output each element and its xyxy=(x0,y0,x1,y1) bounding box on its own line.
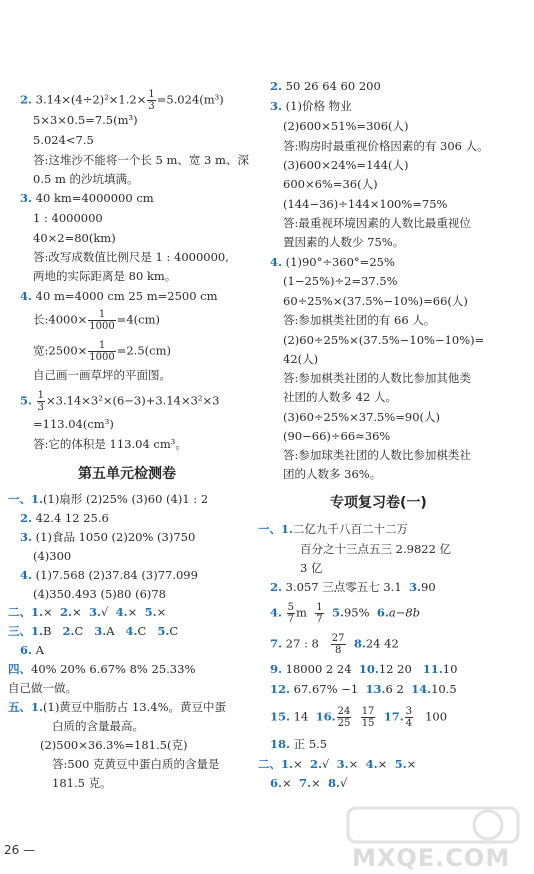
answer-line: 2. 42.4 12 25.6 xyxy=(20,511,109,525)
answer-line: 4. 40 m=4000 cm 25 m=2500 cm xyxy=(20,289,218,303)
fraction: $\frac{5}{7}$ xyxy=(287,602,295,625)
answer-line: 两地的实际距离是 80 km。 xyxy=(33,269,177,283)
answer-line: 答:参加棋类社团的人数比参加其他类 xyxy=(283,371,471,385)
answer-line: 自己做一做。 xyxy=(8,681,77,695)
answer-line: 答:最重视环境因素的人数比最重视位 xyxy=(283,216,471,230)
answer-line: 答:500 克黄豆中蛋白质的含量是 xyxy=(52,757,220,771)
answer-line: (3)600×24%=144(人) xyxy=(283,158,409,172)
watermark-text: MXQE.COM xyxy=(352,844,511,872)
answer-line: 600×6%=36(人) xyxy=(283,177,378,191)
answer-line: 二、1.× 2.√ 3.× 4.× 5.× xyxy=(258,757,417,771)
answer-line: (3)60÷25%×37.5%=90(人) xyxy=(283,410,441,424)
answer-line: 五、1.(1)黄豆中脂肪占 13.4%。黄豆中蛋 xyxy=(8,700,226,714)
section-heading: 专项复习卷(一) xyxy=(330,495,427,511)
fraction: $\frac{17}{15}$ xyxy=(361,706,375,729)
answer-line: 181.5 克。 xyxy=(52,776,112,790)
answer-line: 答:改写成数值比例尺是 1 : 4000000, xyxy=(33,250,229,264)
fraction: $\frac{27}{8}$ xyxy=(331,633,345,656)
answer-line: 0.5 m 的沙坑填满。 xyxy=(33,172,139,186)
answer-line: 2. 3.14×(4÷2)²×1.2× $\frac{1}{3}$ =5.024(m³) xyxy=(20,89,224,112)
answer-line: 百分之十三点五三 2.9822 亿 xyxy=(300,542,452,556)
answer-line: 1 : 4000000 xyxy=(33,211,103,225)
answer-line: 一、1.二亿九千八百二十二万 xyxy=(258,522,409,536)
answer-line: 4. (1)90°÷360°=25% xyxy=(270,255,395,269)
answer-line: 答:参加球类社团的人数比参加棋类社 xyxy=(283,448,471,462)
answer-line: 答:这堆沙不能将一个长 5 m、宽 3 m、深 xyxy=(33,153,249,167)
answer-line: 9. 18000 2 24 10.12 20 11.10 xyxy=(270,662,458,676)
answer-line: 6. A xyxy=(20,643,44,657)
fraction: $\frac{1}{1000}$ xyxy=(89,309,115,332)
answer-line: 7. 27 : 8 $\frac{27}{8}$ 8.24 42 xyxy=(270,633,399,656)
fraction: $\frac{1}{1000}$ xyxy=(89,340,115,363)
answer-line: 3. 40 km=4000000 cm xyxy=(20,191,154,205)
answer-line: 3 亿 xyxy=(300,561,323,575)
answer-line: 15. 14 16. $\frac{24}{25}$ $\frac{17}{15}$ 17. $\frac{3}{4}$ 100 xyxy=(270,706,448,729)
answer-line: (4)300 xyxy=(33,549,72,563)
answer-line: (144−36)÷144×100%=75% xyxy=(283,197,448,211)
answer-line: 自己画一画草坪的平面图。 xyxy=(33,368,171,382)
answer-line: 长:4000× $\frac{1}{1000}$ =4(cm) xyxy=(33,309,161,332)
answer-line: 团的人数多 36%。 xyxy=(283,467,382,481)
answer-line: 3. (1)食品 1050 (2)20% (3)750 xyxy=(20,530,196,544)
answer-line: 5.024<7.5 xyxy=(33,133,94,147)
answer-line: (90−66)÷66≈36% xyxy=(283,429,391,443)
answer-line: 答:购房时最重视价格因素的有 306 人。 xyxy=(283,139,489,153)
fraction: $\frac{24}{25}$ xyxy=(337,706,351,729)
answer-line: 置因素的人数少 75%。 xyxy=(283,235,405,249)
answer-line: 3. (1)价格 物业 xyxy=(270,99,352,113)
answer-line: 5. $\frac{1}{3}$ ×3.14×3²×(6−3)+3.14×3²×3 xyxy=(20,390,220,413)
page-number: 26 — xyxy=(4,843,36,857)
answer-line: (1−25%)÷2=37.5% xyxy=(283,274,398,288)
answer-line: 2. 50 26 64 60 200 xyxy=(270,79,381,93)
answer-line: 二、1.× 2.× 3.√ 4.× 5.× xyxy=(8,605,167,619)
answer-line: 白质的含量最高。 xyxy=(52,719,144,733)
answer-line: (2)600×51%=306(人) xyxy=(283,119,409,133)
answer-line: 四、40% 20% 6.67% 8% 25.33% xyxy=(8,662,196,676)
answer-line: 三、1.B 2.C 3.A 4.C 5.C xyxy=(8,624,179,638)
answer-line: 42(人) xyxy=(283,352,319,366)
answer-line: 5×3×0.5=7.5(m³) xyxy=(33,113,138,127)
answer-line: =113.04(cm³) xyxy=(33,417,114,431)
answer-line: 18. 正 5.5 xyxy=(270,737,328,751)
section-heading: 第五单元检测卷 xyxy=(78,466,176,482)
answer-line: (2)500×36.3%=181.5(克) xyxy=(40,738,188,752)
answer-line: 答:它的体积是 113.04 cm³。 xyxy=(33,437,187,451)
fraction: $\frac{1}{3}$ xyxy=(37,390,45,413)
answer-line: 12. 67.67% −1 13.6 2 14.10.5 xyxy=(270,682,457,696)
answer-line: 6.× 7.× 8.√ xyxy=(270,776,348,790)
answer-line: 社团的人数多 42 人。 xyxy=(283,390,397,404)
fraction: $\frac{3}{4}$ xyxy=(405,706,413,729)
answer-line: 一、1.(1)扇形 (2)25% (3)60 (4)1 : 2 xyxy=(8,492,209,506)
answer-line: 答:参加棋类社团的有 66 人。 xyxy=(283,313,436,327)
answer-line: 4. $\frac{5}{7}$ m $\frac{1}{7}$ 5.95% 6.a−8b xyxy=(270,602,421,625)
fraction: $\frac{1}{7}$ xyxy=(316,602,323,625)
answer-line: 2. 3.057 三点零五七 3.1 3.90 xyxy=(270,580,436,594)
answer-line: 60÷25%×(37.5%−10%)=66(人) xyxy=(283,294,468,308)
answer-line: 4. (1)7.568 (2)37.84 (3)77.099 xyxy=(20,568,198,582)
answer-line: (4)350.493 (5)80 (6)78 xyxy=(33,587,167,601)
fraction: $\frac{1}{3}$ xyxy=(148,89,155,112)
answer-line: (2)60÷25%×(37.5%−10%−10%)= xyxy=(283,333,485,347)
answer-line: 宽:2500× $\frac{1}{1000}$ =2.5(cm) xyxy=(33,340,171,363)
answer-line: 40×2=80(km) xyxy=(33,231,116,245)
